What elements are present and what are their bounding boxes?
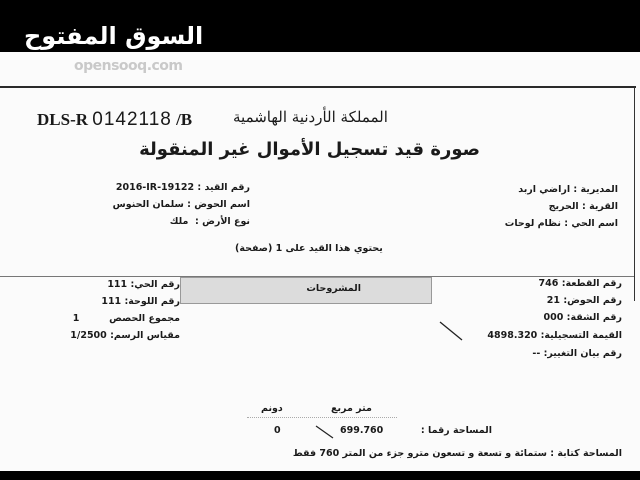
- pages-note: يحتوي هذا القيد على 1 (صفحة): [235, 243, 383, 254]
- value: 4898.320: [487, 330, 538, 341]
- opensooq-logo: السوق المفتوح: [24, 22, 204, 50]
- value: 746: [538, 278, 559, 289]
- value: 000: [543, 312, 564, 323]
- label: المساحة كتابة :: [550, 448, 622, 459]
- label: القرية :: [581, 201, 618, 212]
- label: رقم اللوحة:: [124, 296, 180, 307]
- label: رقم القيد :: [197, 182, 250, 193]
- label: مجموع الحصص: [109, 313, 180, 324]
- bottom-black-band: [0, 471, 640, 480]
- value: اراضي اربد: [518, 184, 571, 195]
- value: 1/2500: [70, 330, 107, 341]
- value: 111: [107, 279, 128, 290]
- area-dunum-value: 0: [274, 425, 281, 436]
- value: --: [532, 348, 541, 359]
- label: رقم بيان التغيير:: [543, 348, 622, 359]
- label: نوع الأرض :: [194, 216, 250, 227]
- value: سلمان الحنوس: [112, 199, 184, 210]
- value: ملك: [169, 216, 189, 227]
- value: 21: [546, 295, 561, 306]
- notes-label: المشروحات: [306, 283, 361, 294]
- unit-dunum-header: دونم: [261, 403, 283, 414]
- label: مقياس الرسم:: [110, 330, 180, 341]
- opensooq-watermark: opensooq.com: [74, 58, 183, 74]
- label: المديرية :: [573, 184, 618, 195]
- value: 111: [101, 296, 122, 307]
- header-underline: [247, 417, 397, 418]
- label: رقم الحوض:: [563, 295, 622, 306]
- value: نظام لوحات: [504, 218, 561, 229]
- pen-stroke: [316, 426, 333, 438]
- label: القيمة التسجيلية:: [540, 330, 622, 341]
- doc-prefix: DLS-R: [37, 110, 89, 129]
- doc-number-value: 0142118: [92, 109, 172, 130]
- label: رقم الحي:: [130, 279, 180, 290]
- kingdom-heading: المملكة الأردنية الهاشمية: [233, 108, 388, 126]
- value: ستمائة و تسعة و تسعون مترو جزء من المتر 760 فقط: [292, 448, 547, 459]
- unit-sqm-header: متر مربع: [331, 403, 372, 414]
- pen-stroke: [440, 322, 462, 340]
- area-written-row: [293, 448, 622, 459]
- value: 1: [72, 313, 80, 324]
- value: 2016-IR-19122: [115, 182, 195, 193]
- label: اسم الحي :: [564, 218, 618, 229]
- area-sqm-value: 699.760: [340, 425, 384, 436]
- value: الحريج: [548, 201, 579, 212]
- document-title: صورة قيد تسجيل الأموال غير المنقولة: [139, 139, 480, 160]
- area-numeric-label: المساحة رقما :: [420, 425, 492, 436]
- doc-suffix: /B: [176, 110, 193, 129]
- label: رقم الشقة:: [566, 312, 622, 323]
- label: اسم الحوض :: [187, 199, 250, 210]
- label: رقم القطعة:: [561, 278, 622, 289]
